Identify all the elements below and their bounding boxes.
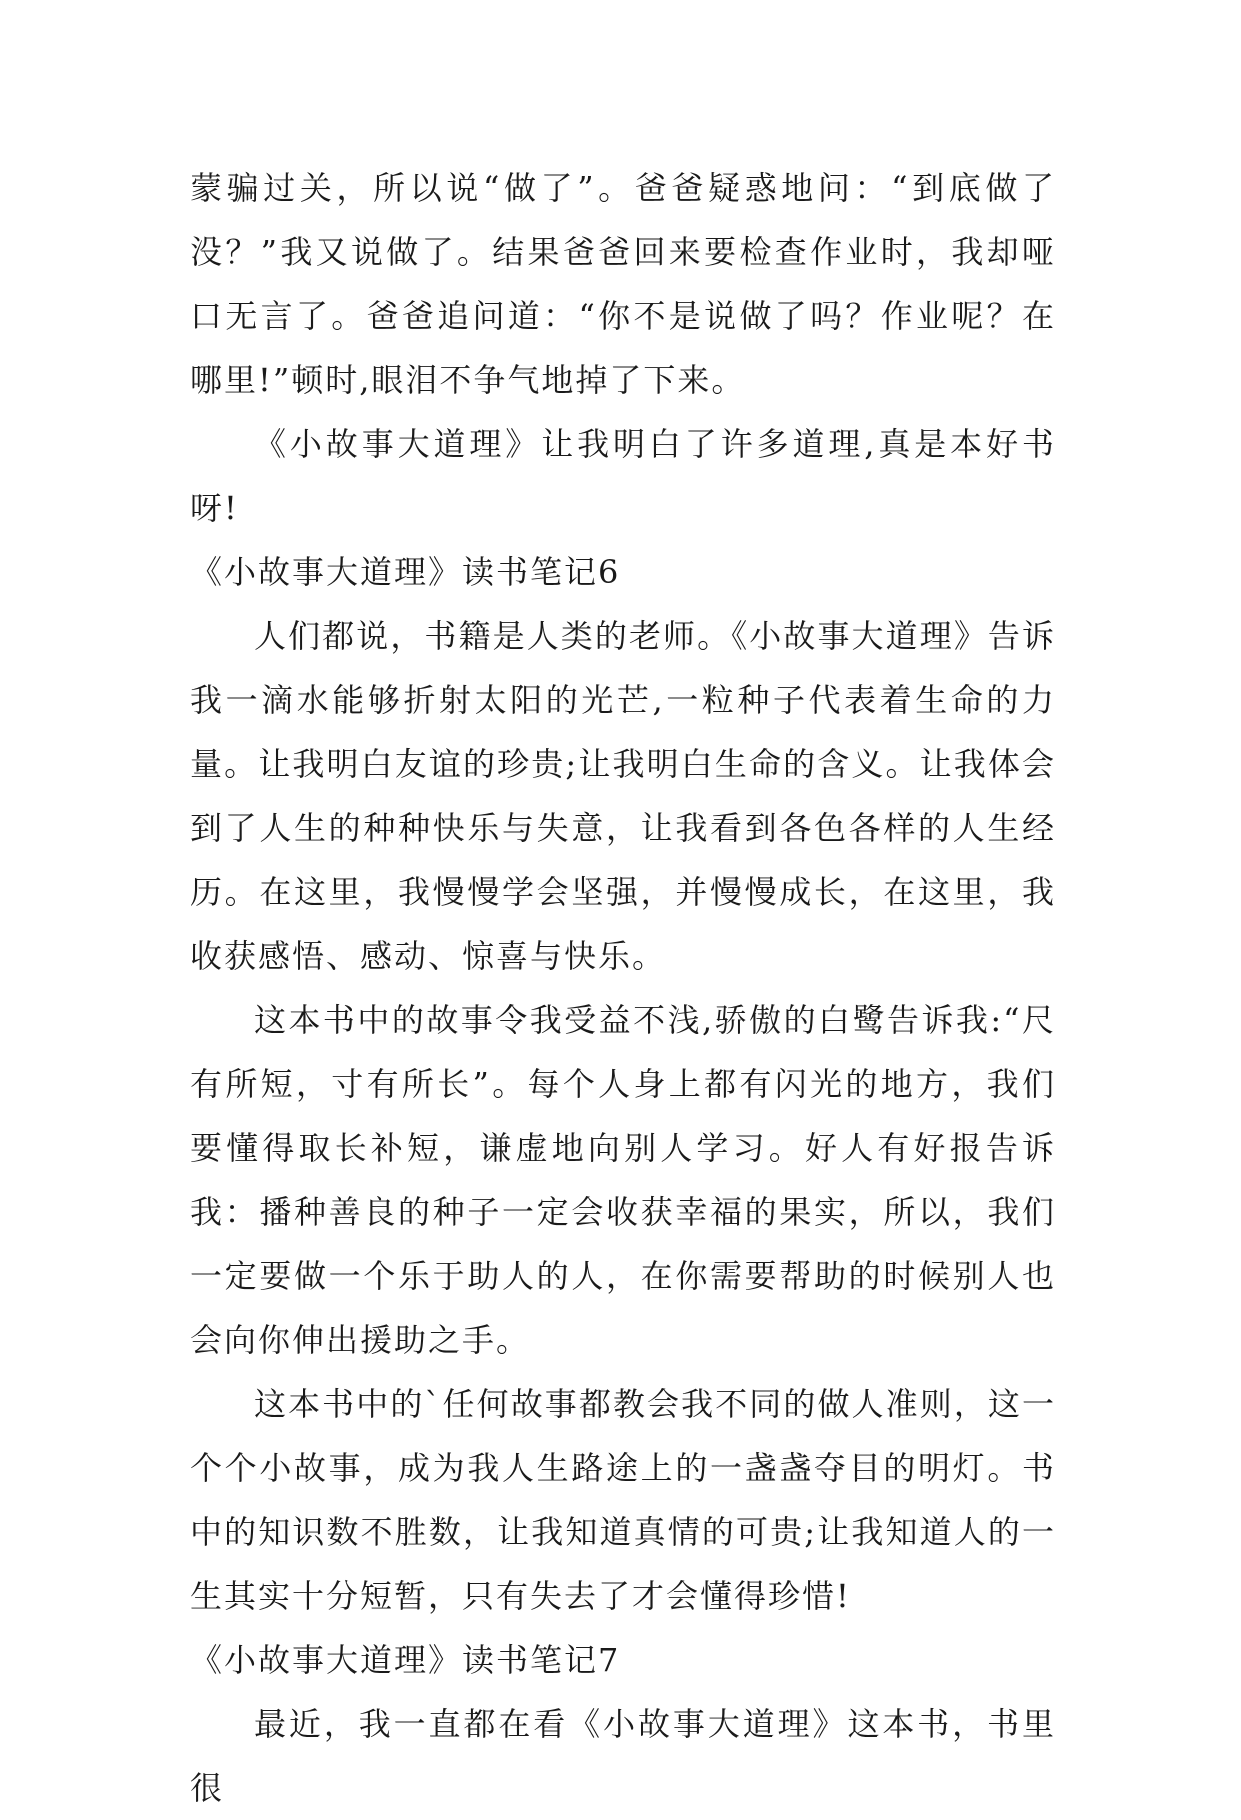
paragraph-conclusion: 《小故事大道理》让我明白了许多道理,真是本好书呀! [190,425,1056,527]
document-body [190,156,1056,1820]
paragraph-start: 最近，我一直都在看《小故事大道理》这本书，书里很 [190,1705,1056,1807]
section-heading-7: 《小故事大道理》读书笔记7 [190,1641,621,1679]
paragraph-intro: 人们都说，书籍是人类的老师。《小故事大道理》告诉我一滴水能够折射太阳的光芒,一粒种子代表着生命的力量。让我明白友谊的珍贵;让我明白生命的含义。让我体会到了人生的种种快乐与失意，让我看到各色各样的人生经历。在这里，我慢慢学会坚强，并慢慢成长，在这里，我收获感悟、感动、惊喜与快乐。 [190,617,1056,975]
paragraph-reflection: 这本书中的`任何故事都教会我不同的做人准则，这一个个小故事，成为我人生路途上的一盏盏夺目的明灯。书中的知识数不胜数，让我知道真情的可贵;让我知道人的一生其实十分短暂，只有失去了才会懂得珍惜! [190,1385,1056,1615]
paragraph-lessons: 这本书中的故事令我受益不浅,骄傲的白鹭告诉我:“尺有所短，寸有所长”。每个人身上都有闪光的地方，我们要懂得取长补短，谦虚地向别人学习。好人有好报告诉我：播种善良的种子一定会收获幸福的果实，所以，我们一定要做一个乐于助人的人，在你需要帮助的时候别人也会向你伸出援助之手。 [190,1001,1056,1359]
paragraph-continued: 蒙骗过关，所以说“做了”。爸爸疑惑地问：“到底做了没？”我又说做了。结果爸爸回来要检查作业时，我却哑口无言了。爸爸追问道：“你不是说做了吗？作业呢？在哪里!”顿时,眼泪不争气地掉了下来。 [190,169,1056,399]
section-heading-6: 《小故事大道理》读书笔记6 [190,553,621,591]
